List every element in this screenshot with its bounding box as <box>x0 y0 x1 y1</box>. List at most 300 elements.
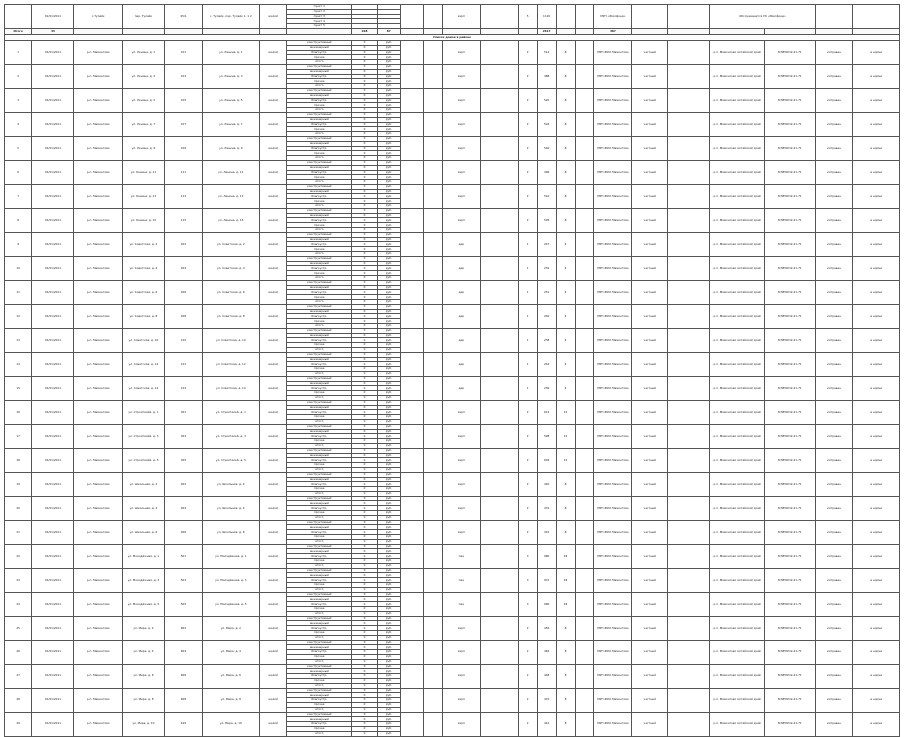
blank-cell <box>480 376 518 400</box>
floors: 2 <box>518 88 537 112</box>
sub-category: пункт 3 <box>287 14 352 19</box>
sub-category: благоустр. <box>287 98 352 103</box>
sub-category: прочее <box>287 127 352 132</box>
condition-tag: в норме <box>853 64 900 88</box>
street: ул. Строителей, д. 3 <box>122 424 164 448</box>
management-company: МУП ЖКХ Мамонтово <box>594 304 632 328</box>
table-row <box>5 544 900 549</box>
sub-unit: руб. <box>377 276 400 281</box>
sub-category: прочее <box>287 151 352 156</box>
condition-tag: в норме <box>853 40 900 64</box>
sub-category: конструктивный <box>287 136 352 141</box>
house-code: 505 <box>165 592 203 616</box>
sub-value: 0 <box>352 304 377 309</box>
owner-type: частный <box>632 88 668 112</box>
sub-value: 0 <box>352 549 377 554</box>
table-row <box>5 448 900 453</box>
locality: р.п. Мамонтово <box>74 184 122 208</box>
sub-value: 0 <box>352 60 377 65</box>
building-kind: жилой <box>259 304 286 328</box>
address: ул. Молодёжная, д. 3 <box>202 568 259 592</box>
sub-category: инженерный <box>287 45 352 50</box>
blank-cell <box>400 472 423 496</box>
sub-value: 0 <box>352 539 377 544</box>
sub-category: прочее <box>287 559 352 564</box>
sub-unit: руб. <box>377 204 400 209</box>
flats: 8 <box>556 520 575 544</box>
area: 431 <box>537 496 556 520</box>
phone: 8(38583)2-21-71 <box>765 448 816 472</box>
sub-value: 0 <box>352 578 377 583</box>
sub-category: инженерный <box>287 525 352 530</box>
sub-value: 0 <box>352 607 377 612</box>
status: исправен <box>815 328 853 352</box>
floors: 2 <box>518 64 537 88</box>
locality: р.п. Мамонтово <box>74 88 122 112</box>
floors: 2 <box>518 664 537 688</box>
house-code: 206 <box>165 280 203 304</box>
sub-category: инженерный <box>287 549 352 554</box>
blank-cell <box>400 424 423 448</box>
phone: 8(38583)2-21-71 <box>765 472 816 496</box>
sub-unit: руб. <box>377 611 400 616</box>
sub-value: 0 <box>352 654 377 659</box>
flats: 4 <box>556 352 575 376</box>
blank-cell <box>575 472 594 496</box>
wall-material: пан <box>442 544 480 568</box>
row-number: 25 <box>5 616 32 640</box>
sub-category: благоустр. <box>287 74 352 79</box>
sub-value: 0 <box>352 117 377 122</box>
sub-unit: руб. <box>377 688 400 693</box>
sub-category: конструктивный <box>287 208 352 213</box>
blank-cell <box>575 520 594 544</box>
sub-value: 0 <box>352 204 377 209</box>
address: ул. Советская, д. 8 <box>202 304 259 328</box>
blank-cell <box>400 616 423 640</box>
sub-value: 0 <box>352 640 377 645</box>
sub-category: итого <box>287 108 352 113</box>
blank-cell <box>423 64 442 88</box>
floors: 2 <box>518 496 537 520</box>
sub-value: 0 <box>352 381 377 386</box>
blank-cell <box>400 568 423 592</box>
sub-value: 0 <box>352 112 377 117</box>
blank-cell <box>423 496 442 520</box>
address: ул. Ленина, д. 5 <box>202 88 259 112</box>
postal-address: р.п. Мамонтово Алтайский край <box>710 376 765 400</box>
sub-category: итого <box>287 587 352 592</box>
phone: 8(38583)2-21-71 <box>765 568 816 592</box>
sub-value: 0 <box>352 395 377 400</box>
blank-cell <box>423 376 442 400</box>
building-kind: жилой <box>259 232 286 256</box>
management-company: МУП ЖКХ Мамонтово <box>594 472 632 496</box>
sub-unit: руб. <box>377 415 400 420</box>
sub-value: 0 <box>352 611 377 616</box>
phone: 8(38583)2-21-71 <box>765 496 816 520</box>
building-kind: жилой <box>259 712 286 736</box>
floors: 1 <box>518 376 537 400</box>
record-date: 01/01/2011 <box>32 184 74 208</box>
sub-value: 0 <box>352 45 377 50</box>
sub-unit: руб. <box>377 501 400 506</box>
sub-category: итого <box>287 180 352 185</box>
record-date: 01/01/2011 <box>32 208 74 232</box>
owner-type: частный <box>632 496 668 520</box>
address: ул. Школьная, д. 4 <box>202 496 259 520</box>
blank-cell <box>668 640 710 664</box>
record-date: 01/01/2011 <box>32 448 74 472</box>
sub-value: 0 <box>352 266 377 271</box>
sub-category: итого <box>287 300 352 305</box>
flats: 8 <box>556 712 575 736</box>
sub-category: итого <box>287 635 352 640</box>
blank-cell <box>575 544 594 568</box>
owner-type: частный <box>632 304 668 328</box>
floors: 3 <box>518 592 537 616</box>
owner-type: частный <box>632 376 668 400</box>
house-code: 503 <box>165 568 203 592</box>
sub-value: 0 <box>352 252 377 257</box>
sub-unit: руб. <box>377 40 400 45</box>
sub-unit: руб. <box>377 664 400 669</box>
sub-unit: руб. <box>377 98 400 103</box>
building-kind: жилой <box>259 208 286 232</box>
row-number: 3 <box>5 88 32 112</box>
sub-value: 0 <box>352 631 377 636</box>
sub-unit: руб. <box>377 189 400 194</box>
management-company: МУП ЖКХ Мамонтово <box>594 664 632 688</box>
row-number: 14 <box>5 352 32 376</box>
owner-type: частный <box>632 472 668 496</box>
condition-tag: в норме <box>853 136 900 160</box>
blank-cell <box>400 520 423 544</box>
sub-unit: руб. <box>377 530 400 535</box>
postal-address: р.п. Мамонтово Алтайский край <box>710 424 765 448</box>
blank-cell <box>480 520 518 544</box>
blank-cell <box>575 184 594 208</box>
owner-type: частный <box>632 232 668 256</box>
blank-cell <box>400 304 423 328</box>
table-row <box>5 568 900 573</box>
house-code: 214 <box>165 376 203 400</box>
owner-type: частный <box>632 616 668 640</box>
house-code: 301 <box>165 400 203 424</box>
sub-category: итого <box>287 276 352 281</box>
locality: р.п. Мамонтово <box>74 256 122 280</box>
condition-tag: в норме <box>853 400 900 424</box>
blank-cell <box>575 232 594 256</box>
sub-unit: руб. <box>377 285 400 290</box>
record-date: 01/01/2011 <box>32 520 74 544</box>
sub-category: инженерный <box>287 453 352 458</box>
street: ул. Молодёжная, д. 1 <box>122 544 164 568</box>
locality: р.п. Мамонтово <box>74 304 122 328</box>
condition-tag: в норме <box>853 520 900 544</box>
building-kind: жилой <box>259 688 286 712</box>
condition-tag: в норме <box>853 256 900 280</box>
sub-category: конструктивный <box>287 88 352 93</box>
row-number: 26 <box>5 640 32 664</box>
sub-category: инженерный <box>287 213 352 218</box>
sub-category: прочее <box>287 391 352 396</box>
status: исправен <box>815 592 853 616</box>
sub-category: итого <box>287 659 352 664</box>
sub-category: благоустр. <box>287 122 352 127</box>
sub-value: 0 <box>352 300 377 305</box>
blank-cell <box>423 136 442 160</box>
record-date: 01/01/2011 <box>32 664 74 688</box>
blank-cell <box>423 352 442 376</box>
sub-category: конструктивный <box>287 568 352 573</box>
sub-unit: руб. <box>377 674 400 679</box>
building-kind: жилой <box>259 592 286 616</box>
blank-cell <box>575 208 594 232</box>
phone: 8(38583)2-21-71 <box>765 520 816 544</box>
floors: 2 <box>518 184 537 208</box>
sub-category: конструктивный <box>287 640 352 645</box>
management-company: МУП ЖКХ Мамонтово <box>594 40 632 64</box>
blank-cell <box>575 352 594 376</box>
sub-value: 0 <box>352 343 377 348</box>
condition-tag: в норме <box>853 448 900 472</box>
sub-category: итого <box>287 84 352 89</box>
postal-address: р.п. Мамонтово Алтайский край <box>710 640 765 664</box>
phone: 8(38583)2-21-71 <box>765 328 816 352</box>
blank-cell <box>575 280 594 304</box>
blank-cell <box>575 712 594 736</box>
sub-category: конструктивный <box>287 496 352 501</box>
sub-category: благоустр. <box>287 578 352 583</box>
address: ул. Ленина, д. 3 <box>202 64 259 88</box>
building-kind: жилой <box>259 448 286 472</box>
sub-unit: руб. <box>377 400 400 405</box>
totals-value: 228 <box>352 28 377 34</box>
sub-unit: руб. <box>377 712 400 717</box>
sub-value: 0 <box>352 698 377 703</box>
sub-unit: руб. <box>377 477 400 482</box>
owner-type: частный <box>632 520 668 544</box>
postal-address: р.п. Мамонтово Алтайский край <box>710 496 765 520</box>
sub-category: инженерный <box>287 261 352 266</box>
row-number: 21 <box>5 520 32 544</box>
flats: 12 <box>556 400 575 424</box>
wall-material: кирп <box>442 160 480 184</box>
sub-unit: руб. <box>377 621 400 626</box>
sub-category: итого <box>287 563 352 568</box>
floors: 2 <box>518 712 537 736</box>
sub-value: 0 <box>352 515 377 520</box>
area: 1120 <box>537 5 556 29</box>
sub-unit: руб. <box>377 405 400 410</box>
locality: р.п. Мамонтово <box>74 544 122 568</box>
sub-value: 0 <box>352 391 377 396</box>
owner-type: частный <box>632 424 668 448</box>
blank-cell <box>480 544 518 568</box>
sub-category: итого <box>287 371 352 376</box>
sub-category: благоустр. <box>287 722 352 727</box>
sub-category: прочее <box>287 607 352 612</box>
status: исправен <box>815 688 853 712</box>
blank-cell <box>400 208 423 232</box>
locality: р.п. Мамонтово <box>74 472 122 496</box>
sub-value: 0 <box>352 683 377 688</box>
sub-value: 0 <box>352 405 377 410</box>
building-kind: жилой <box>259 544 286 568</box>
address: ул. Ленина, д. 7 <box>202 112 259 136</box>
sub-unit: руб. <box>377 180 400 185</box>
sub-unit: руб. <box>377 256 400 261</box>
sub-unit: руб. <box>377 386 400 391</box>
sub-value: 0 <box>352 400 377 405</box>
sub-category: итого <box>287 491 352 496</box>
row-number: 27 <box>5 664 32 688</box>
sub-category: прочее <box>287 343 352 348</box>
condition-tag: в норме <box>853 472 900 496</box>
blank-cell <box>480 280 518 304</box>
owner-type: частный <box>632 256 668 280</box>
row-number: 2 <box>5 64 32 88</box>
sub-unit: руб. <box>377 467 400 472</box>
sub-value: 0 <box>352 616 377 621</box>
sub-unit: руб. <box>377 554 400 559</box>
flats: 4 <box>556 256 575 280</box>
sub-unit: руб. <box>377 367 400 372</box>
sub-value: 0 <box>352 362 377 367</box>
record-date: 01/01/2011 <box>32 88 74 112</box>
row-number: 24 <box>5 592 32 616</box>
building-kind: жилой <box>259 280 286 304</box>
sub-value: 0 <box>352 141 377 146</box>
sub-unit: руб. <box>377 319 400 324</box>
blank-cell <box>575 496 594 520</box>
table-row <box>5 184 900 189</box>
management-company: МУП ЖКХ Мамонтово <box>594 352 632 376</box>
address: ул. Мира, д. 2 <box>202 616 259 640</box>
owner-type: частный <box>632 136 668 160</box>
sub-unit: руб. <box>377 290 400 295</box>
blank-cell <box>480 304 518 328</box>
sub-value: 0 <box>352 635 377 640</box>
condition-tag: в норме <box>853 496 900 520</box>
sub-category: пункт 1 <box>287 5 352 10</box>
flats: 8 <box>556 88 575 112</box>
street: ул. Молодёжная, д. 3 <box>122 568 164 592</box>
sub-unit: руб. <box>377 573 400 578</box>
blank-cell <box>480 400 518 424</box>
sub-unit: руб. <box>377 165 400 170</box>
sub-value: 0 <box>352 79 377 84</box>
house-code: 204 <box>165 256 203 280</box>
sub-value: 0 <box>352 194 377 199</box>
postal-address: р.п. Мамонтово Алтайский край <box>710 472 765 496</box>
sub-category: благоустр. <box>287 410 352 415</box>
house-code: 113 <box>165 184 203 208</box>
sub-category: конструктивный <box>287 520 352 525</box>
sub-unit: руб. <box>377 659 400 664</box>
sub-unit: руб. <box>377 635 400 640</box>
area: 496 <box>537 160 556 184</box>
status: исправен <box>815 568 853 592</box>
building-kind: жилой <box>259 376 286 400</box>
wall-material: кирп <box>442 664 480 688</box>
building-kind: жилой <box>259 64 286 88</box>
floors: 1 <box>518 232 537 256</box>
sub-unit: руб. <box>377 472 400 477</box>
condition-tag: в норме <box>853 304 900 328</box>
blank-cell <box>575 112 594 136</box>
sub-unit: руб. <box>377 602 400 607</box>
sub-value: 0 <box>352 664 377 669</box>
blank-cell <box>480 232 518 256</box>
table-row <box>5 616 900 621</box>
sub-category: благоустр. <box>287 434 352 439</box>
blank-cell <box>480 712 518 736</box>
address: ул. Советская, д. 6 <box>202 280 259 304</box>
management-company: МУП ЖКХ Мамонтово <box>594 208 632 232</box>
building-kind: жилой <box>259 328 286 352</box>
blank-cell <box>668 352 710 376</box>
table-row <box>5 496 900 501</box>
sub-unit: руб. <box>377 597 400 602</box>
sub-unit: руб. <box>377 170 400 175</box>
sub-value: 0 <box>352 674 377 679</box>
area: 236 <box>537 376 556 400</box>
wall-material: кирп <box>442 400 480 424</box>
blank-cell <box>575 88 594 112</box>
postal-address: р.п. Мамонтово Алтайский край <box>710 616 765 640</box>
sub-unit: руб. <box>377 722 400 727</box>
condition-tag: в норме <box>853 544 900 568</box>
wall-material: кирп <box>442 88 480 112</box>
sub-value: 0 <box>352 213 377 218</box>
blank-cell <box>575 160 594 184</box>
phone: 8(38583)2-21-71 <box>765 160 816 184</box>
blank-cell <box>423 112 442 136</box>
house-code: 115 <box>165 208 203 232</box>
owner-type: частный <box>632 280 668 304</box>
sub-value: 0 <box>352 659 377 664</box>
wall-material: кирп <box>442 64 480 88</box>
blank-cell <box>480 472 518 496</box>
blank-cell <box>423 568 442 592</box>
sub-unit: руб. <box>377 376 400 381</box>
blank-cell <box>400 496 423 520</box>
blank-cell <box>400 232 423 256</box>
street: ул. Советская, д. 12 <box>122 352 164 376</box>
sub-unit: руб. <box>377 242 400 247</box>
sub-unit: руб. <box>377 266 400 271</box>
table-row <box>5 376 900 381</box>
address: ул. Мира, д. 10 <box>202 712 259 736</box>
sub-category: прочее <box>287 535 352 540</box>
blank-cell <box>668 184 710 208</box>
locality: р.п. Мамонтово <box>74 520 122 544</box>
blank-cell <box>400 544 423 568</box>
sub-category: конструктивный <box>287 376 352 381</box>
phone: 8(38583)2-21-71 <box>765 280 816 304</box>
sub-category: конструктивный <box>287 160 352 165</box>
sub-category: прочее <box>287 271 352 276</box>
building-kind: жилой <box>259 112 286 136</box>
sub-value: 0 <box>352 592 377 597</box>
owner-type: частный <box>632 184 668 208</box>
postal-address: р.п. Мамонтово Алтайский край <box>710 520 765 544</box>
blank-cell <box>575 40 594 64</box>
blank-cell <box>575 376 594 400</box>
area: 247 <box>537 232 556 256</box>
